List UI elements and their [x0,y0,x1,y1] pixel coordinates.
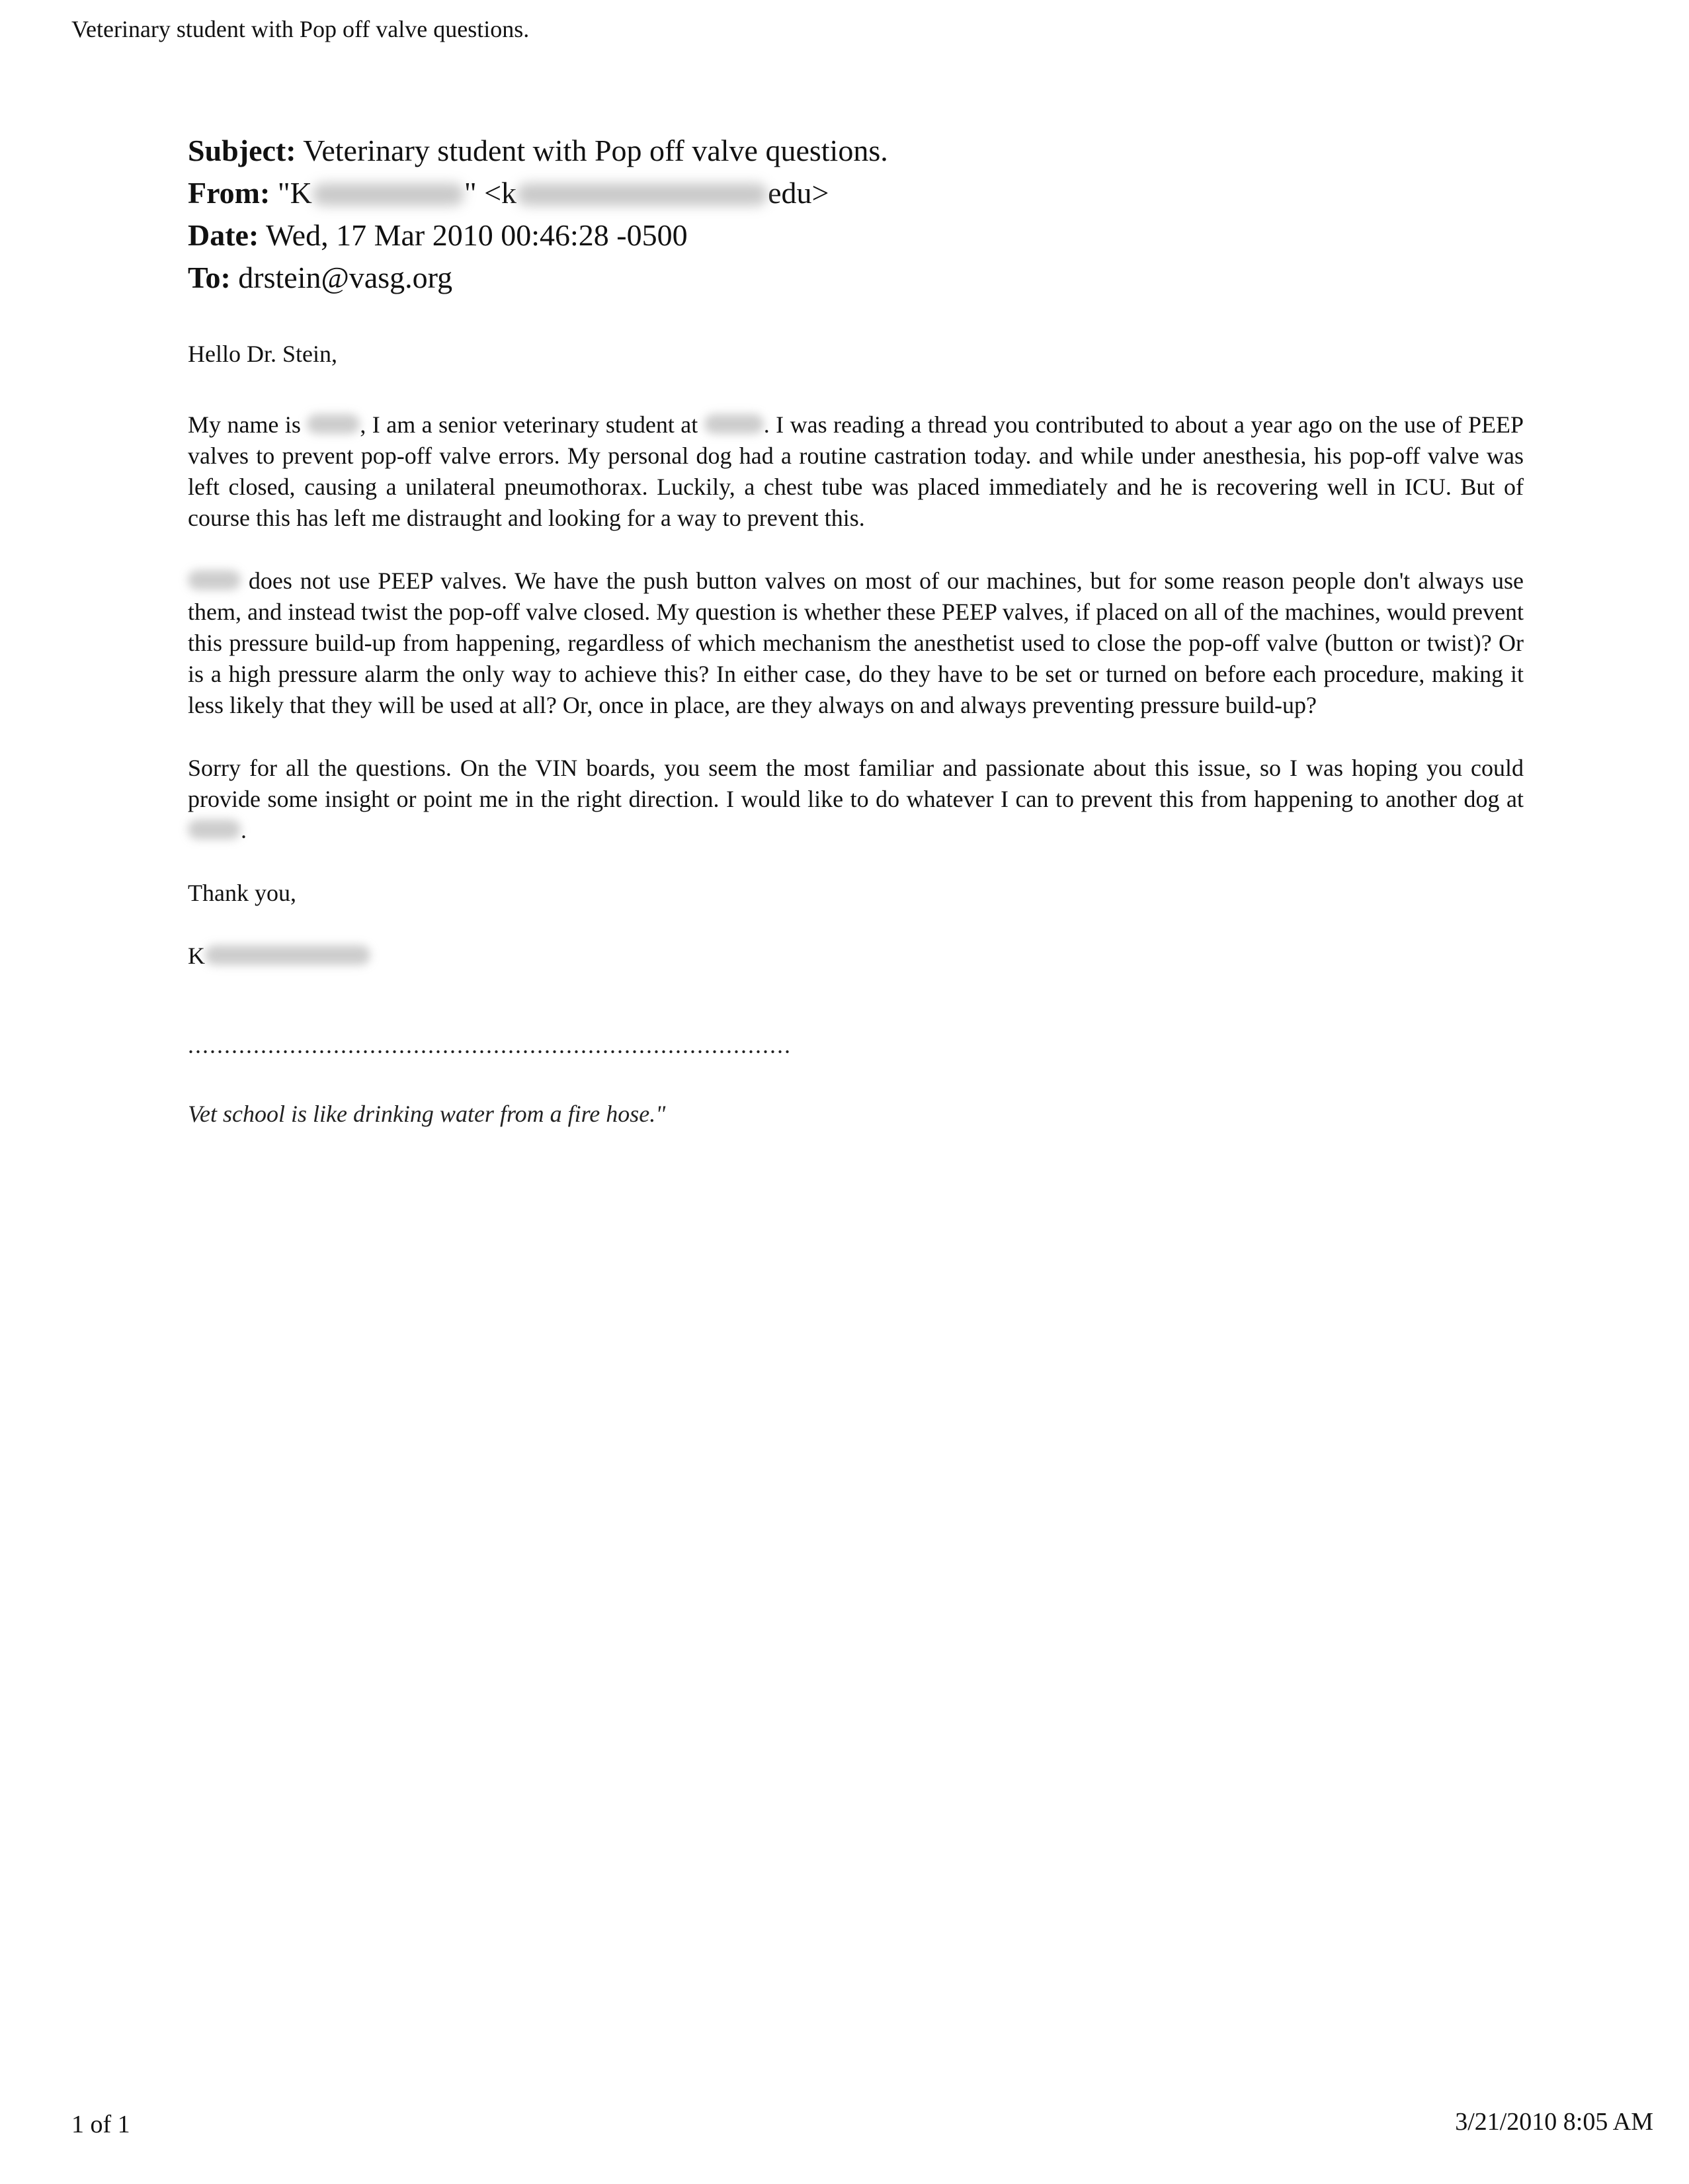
paragraph-1 [188,409,1524,534]
signature [188,941,1524,972]
page-count: 1 of 1 [71,2111,130,2138]
redacted-address [516,183,768,206]
p1-text-b: , I am a senior veterinary student at [360,411,704,438]
date-label: Date: [188,218,259,252]
paragraph-2 [188,566,1524,721]
redacted-signature [205,945,370,965]
signature-quote: Vet school is like drinking water from a fire hose." [188,1101,666,1127]
p3-text-a: Sorry for all the questions. On the VIN boards, you seem the most familiar and passionate about this issue, so I was hoping you could provide some insight or point me in the right direction. I would like to do whatever I can to prevent this from happening to another dog at [188,755,1524,812]
from-line [188,172,1524,214]
to-label: To: [188,261,231,294]
subject-line [188,130,1524,172]
redacted-name [312,183,464,206]
p2-text: does not use PEEP valves. We have the push button valves on most of our machines, but for some reason people don't always use them, and instead twist the pop-off valve closed. My question is whether these PEEP valves, if placed on all of the machines, would prevent this pressure build-up from happening, regardless of which mechanism the anesthetist used to close the pop-off valve (button or twist)? Or is a high pressure alarm the only way to achieve this? In either case, do they have to be set or turned on before each procedure, making it less likely that they will be used at all? Or, once in place, are they always on and always preventing pressure build-up? [188,567,1524,718]
date-line [188,214,1524,257]
from-end: edu> [768,176,829,210]
paragraph-3 [188,753,1524,846]
page-header-title: Veterinary student with Pop off valve questions. [71,16,530,42]
from-mid: " <k [464,176,517,210]
email-message [188,130,1524,1128]
redacted-school [704,414,764,434]
redacted-name [307,414,360,434]
p3-text-b: . [241,817,247,843]
from-name-start: "K [277,176,312,210]
subject-label: Subject: [188,134,296,167]
to-line [188,257,1524,299]
separator-dots: ................................................................................... [188,1032,792,1058]
from-label: From: [188,176,270,210]
closing: Thank you, [188,880,296,906]
p1-text-c: . I was reading a thread you contributed to about a year ago on the use of PEEP valves to prevent pop-off valve errors. My personal dog had a routine castration today. and while under anesthesia, his pop-off valve was left closed, causing a unilateral pneumothorax. Luckily, a chest tube was placed immediately and he is recovering well in ICU. But of course this has left me distraught and looking for a way to prevent this. [188,411,1524,531]
redacted-school [188,819,241,839]
greeting: Hello Dr. Stein, [188,341,337,367]
date-text: Wed, 17 Mar 2010 00:46:28 -0500 [265,218,688,252]
subject-text: Veterinary student with Pop off valve questions. [303,134,888,167]
to-address: drstein@vasg.org [238,261,453,294]
signature-initial: K [188,943,205,969]
print-timestamp: 3/21/2010 8:05 AM [1455,2108,1653,2136]
p1-text-a: My name is [188,411,308,438]
email-body [188,339,1524,972]
redacted-school [188,570,241,590]
